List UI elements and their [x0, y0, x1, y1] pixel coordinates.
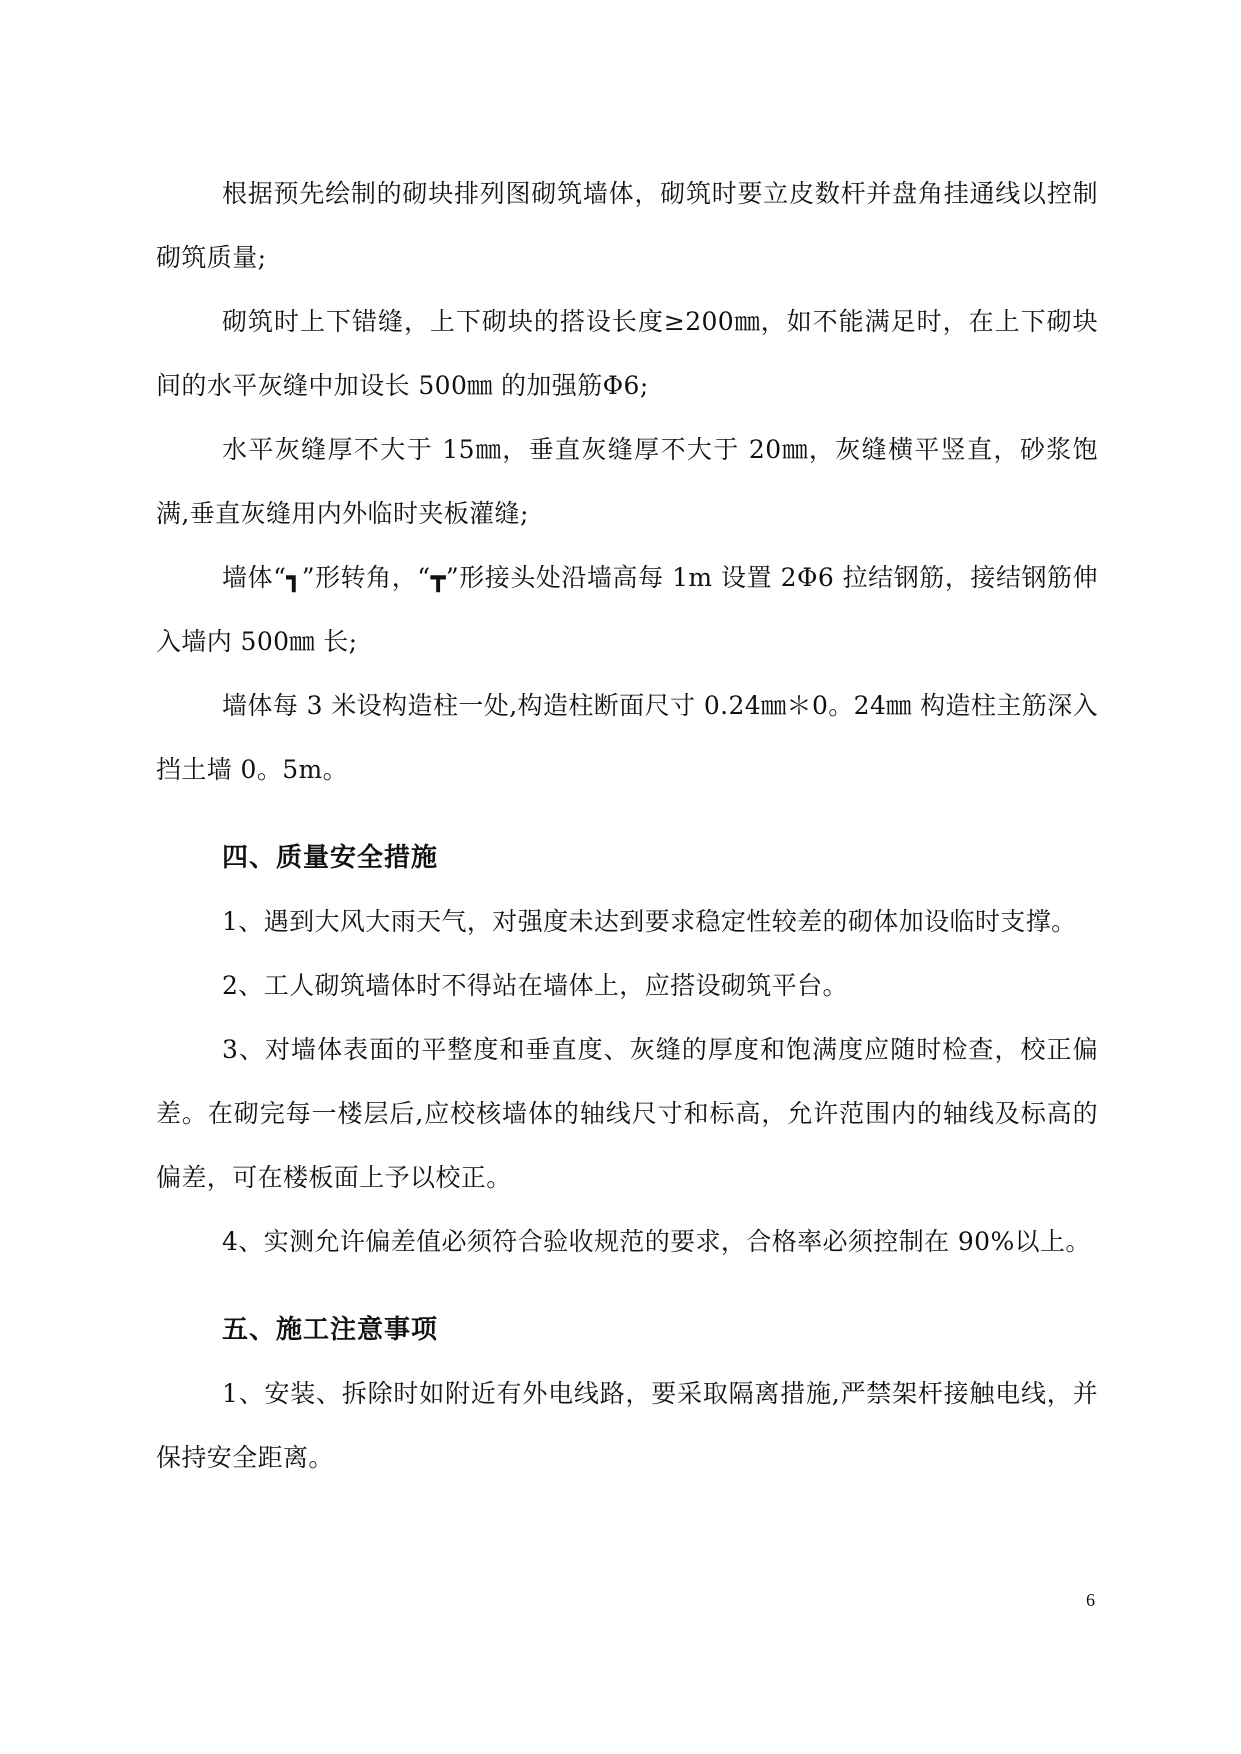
list-item: 1、安装、拆除时如附近有外电线路，要采取隔离措施,严禁架杆接触电线，并保持安全距离。	[156, 1379, 1098, 1472]
list-item: 4、实测允许偏差值必须符合验收规范的要求，合格率必须控制在 90%以上。	[222, 1227, 1091, 1256]
page-content	[156, 162, 1098, 1490]
section-heading-construction-notes: 五、施工注意事项	[222, 1315, 439, 1345]
list-item: 1、遇到大风大雨天气，对强度未达到要求稳定性较差的砌体加设临时支撑。	[222, 907, 1077, 936]
section-heading-quality-safety: 四、质量安全措施	[222, 843, 439, 873]
paragraph-corner-rebar: 墙体“┓”形转角，“┳”形接头处沿墙高每 1m 设置 2Φ6 拉结钢筋，接结钢筋伸入墙内 500㎜ 长;	[156, 563, 1098, 656]
paragraph-structural-column: 墙体每 3 米设构造柱一处,构造柱断面尺寸 0.24㎜＊0。24㎜ 构造柱主筋深入挡土墙 0。5m。	[156, 691, 1098, 784]
list-item: 3、对墙体表面的平整度和垂直度、灰缝的厚度和饱满度应随时检查，校正偏差。在砌完每一楼层后,应校核墙体的轴线尺寸和标高，允许范围内的轴线及标高的偏差，可在楼板面上予以校正。	[156, 1035, 1098, 1192]
paragraph-staggered-joints: 砌筑时上下错缝，上下砌块的搭设长度≥200㎜，如不能满足时，在上下砌块间的水平灰缝中加设长 500㎜ 的加强筋Φ6;	[156, 307, 1098, 400]
paragraph-mortar-joints: 水平灰缝厚不大于 15㎜，垂直灰缝厚不大于 20㎜，灰缝横平竖直，砂浆饱满,垂直灰缝用内外临时夹板灌缝;	[156, 435, 1098, 528]
list-item: 2、工人砌筑墙体时不得站在墙体上，应搭设砌筑平台。	[222, 971, 848, 1000]
paragraph-masonry-layout: 根据预先绘制的砌块排列图砌筑墙体，砌筑时要立皮数杆并盘角挂通线以控制砌筑质量;	[156, 179, 1098, 272]
page-number: 6	[1086, 1590, 1095, 1610]
